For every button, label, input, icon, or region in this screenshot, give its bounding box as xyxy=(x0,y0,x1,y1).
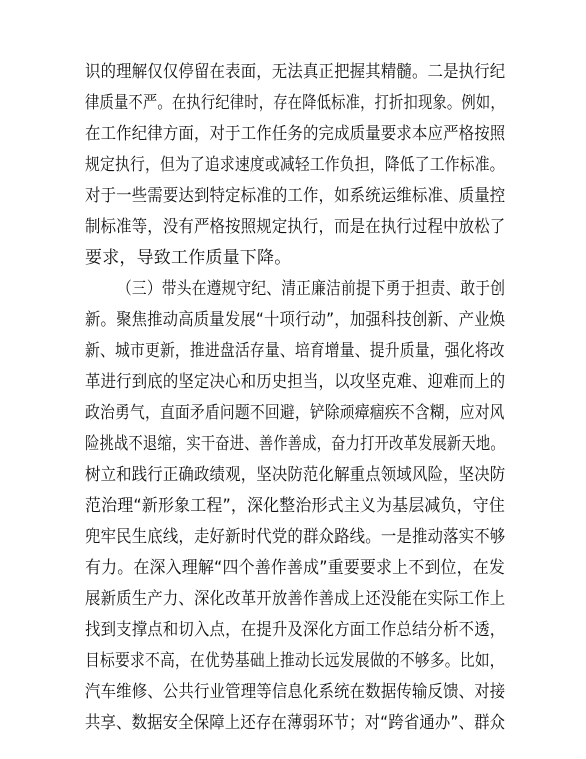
text-line: 找到支撑点和切入点，在提升及深化方面工作总结分析不透， xyxy=(85,620,506,640)
text-line: 革进行到底的坚定决心和历史担当，以攻坚克难、迎难而上的 xyxy=(85,372,506,392)
text-line: 范治理“新形象工程”，深化整治形式主义为基层减负，守住 xyxy=(85,496,506,516)
text-line: 制标准等，没有严格按照规定执行，而是在执行过程中放松了 xyxy=(85,217,506,237)
text-line: 树立和践行正确政绩观，坚决防范化解重点领域风险，坚决防 xyxy=(85,465,506,485)
paragraph-heading-line: （三）带头在遵规守纪、清正廉洁前提下勇于担责、敢于创 xyxy=(117,279,506,299)
text-line: 兜牢民生底线，走好新时代党的群众路线。一是推动落实不够 xyxy=(85,527,506,547)
text-line: 展新质生产力、深化改革开放善作善成上还没能在实际工作上 xyxy=(85,589,506,609)
text-line: 规定执行，但为了追求速度或减轻工作负担，降低了工作标准。 xyxy=(85,155,505,175)
text-line: 在工作纪律方面，对于工作任务的完成质量要求本应严格按照 xyxy=(85,124,506,144)
text-line: 识的理解仅仅停留在表面，无法真正把握其精髓。二是执行纪 xyxy=(85,62,506,82)
text-line: 新。聚焦推动高质量发展“十项行动”，加强科技创新、产业焕 xyxy=(85,310,506,330)
text-line: 要求，导致工作质量下降。 xyxy=(85,248,292,268)
text-line: 共享、数据安全保障上还存在薄弱环节；对“跨省通办”、群众 xyxy=(85,713,506,733)
text-line: 目标要求不高，在优势基础上推动长远发展做的不够多。比如， xyxy=(85,651,505,671)
text-line: 律质量不严。在执行纪律时，存在降低标准，打折扣现象。例如， xyxy=(85,93,505,113)
text-line: 新、城市更新，推进盘活存量、培育增量、提升质量，强化将改 xyxy=(85,341,505,361)
text-line: 汽车维修、公共行业管理等信息化系统在数据传输反馈、对接 xyxy=(85,682,506,702)
text-line: 险挑战不退缩，实干奋进、善作善成，奋力打开改革发展新天地。 xyxy=(85,434,505,454)
text-line: 有力。在深入理解“四个善作善成”重要要求上不到位，在发 xyxy=(85,558,506,578)
text-line: 政治勇气，直面矛盾问题不回避，铲除顽瘴痼疾不含糊，应对风 xyxy=(85,403,505,423)
text-line: 对于一些需要达到特定标准的工作，如系统运维标准、质量控 xyxy=(85,186,506,206)
